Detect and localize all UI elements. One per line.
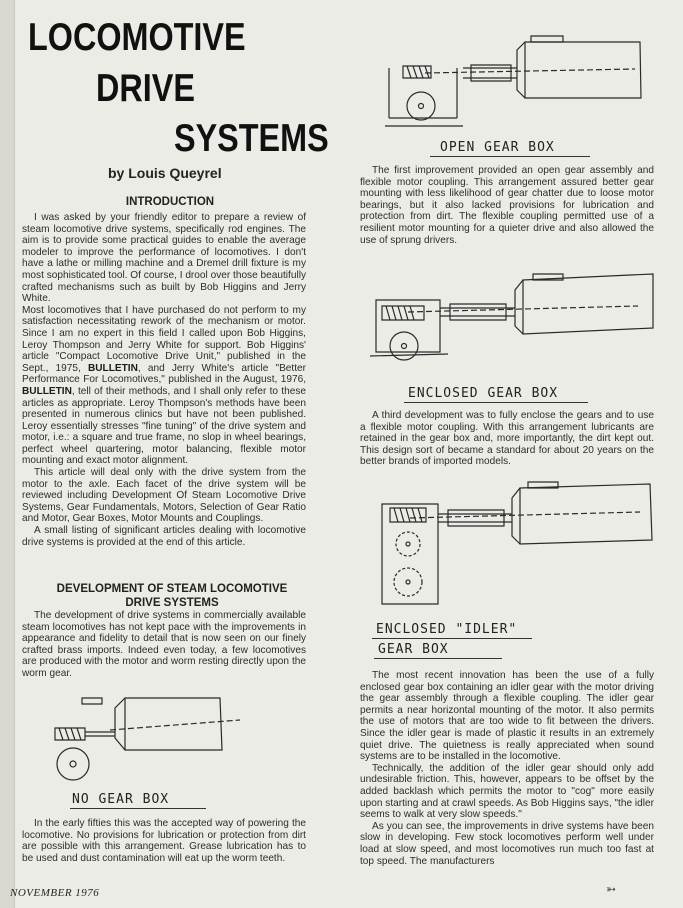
open-gear-box-paragraph: The first improvement provided an open gear assembly and flexible motor coupling. This arrangement assured better gear mounting with less likelihood of gear chatter due to loose motor bearings, but it also lacked provisions for lubrication and protection from dirt. The flexible coupling permitted use of a resilient motor mounting for a quieter drive and also allowed the use of sprung drivers.	[360, 165, 654, 246]
open-gear-box-caption: OPEN GEAR BOX	[440, 140, 555, 155]
intro-paragraph-2c: , tell of their methods, and I shall only refer to these articles as appropriate. Leroy Thompson's methods have been presented in numerous clinics but have not been published. Leroy essentially stresses "fine tuning" of the drive system and motor, i.e.: a square and true frame, no slop in wheel bearings, perfect wheel quartering, motor balancing, flexible motor mounting and exact motor alignment.	[22, 385, 306, 467]
intro-paragraph-3: This article will deal only with the drive system from the motor to the axle. Each facet of the drive system will be reviewed including Development Of Steam Locomotive Drive Systems, Gear Fundamentals, Motors, Selection of Gear Ratio and Motor, Gear Boxes, Motor Mounts and Couplings.	[22, 467, 306, 525]
development-heading-2: DRIVE SYSTEMS	[125, 597, 219, 609]
continue-arrow-icon: ➳	[606, 882, 617, 896]
enclosed-idler-caption-line-2: GEAR BOX	[378, 642, 449, 657]
open-gear-box-text	[360, 165, 654, 246]
intro-paragraph-2	[22, 305, 306, 467]
intro-paragraph-4: A small listing of significant articles dealing with locomotive drive systems is provided at the end of this article.	[22, 525, 306, 548]
enclosed-idler-underline-2	[374, 658, 502, 659]
open-gear-box-underline	[430, 156, 590, 157]
intro-text	[22, 212, 306, 548]
enclosed-gear-box-diagram	[368, 270, 658, 370]
development-text	[22, 610, 306, 680]
bulletin-reference-1: BULLETIN	[87, 362, 138, 374]
idler-paragraph-3: As you can see, the improvements in drive systems have been slow in developing. Few stock locomotives perform well under load at slow speed, and most locomotives run much too fast at top speed. The manufacturers	[360, 820, 654, 867]
development-paragraph-2: In the early fifties this was the accepted way of powering the locomotive. No provisions for lubrication or protection from dirt are possible with this arrangement. Grease lubrication has to be used and dust contamination will eat up the worm teeth.	[22, 818, 306, 864]
early-fifties-text	[22, 818, 306, 864]
title-line-2: DRIVE	[96, 67, 195, 110]
development-heading-1: DEVELOPMENT OF STEAM LOCOMOTIVE	[56, 583, 288, 595]
intro-paragraph-2b: , and Jerry White's article "Better Performance For Locomotives," published in the August, 1976,	[22, 362, 306, 386]
no-gear-box-caption: NO GEAR BOX	[72, 792, 170, 807]
bulletin-reference-2: BULLETIN	[22, 385, 72, 397]
enclosed-gear-box-text	[360, 410, 654, 468]
enclosed-idler-caption-line-1: ENCLOSED "IDLER"	[376, 622, 518, 637]
title-line-3: SYSTEMS	[174, 117, 329, 160]
open-gear-box-diagram	[385, 36, 645, 136]
no-gear-box-diagram	[40, 690, 250, 790]
development-paragraph-1: The development of drive systems in commercially available steam locomotives has not kept pace with the improvements in appearance and fidelity to detail that is now seen on our finely crafted brass imports. Indeed even today, a few locomotives are produced with the motor and worm resting directly upon the worm gear.	[22, 610, 306, 679]
adjacent-page-edge	[0, 0, 15, 908]
intro-paragraph-2a: Most locomotives that I have purchased do not perform to my satisfaction necessitating rework of the mechanism or motor. Since I am no expert in this field I called upon Bob Higgins, Leroy Thompson and Jerry White for support. Bob Higgins' article "Compact Locomotive Drive Unit," published in the Sept., 1975,	[22, 304, 306, 374]
intro-heading: INTRODUCTION	[125, 196, 215, 208]
enclosed-gear-box-underline	[404, 402, 588, 403]
enclosed-gear-box-paragraph: A third development was to fully enclose the gears and to use a flexible motor coupling. With this arrangement lubricants are retained in the gear box and, more importantly, the dirt kept out. This design sort of became a standard for about 20 years on the better brands of imported models.	[360, 410, 654, 468]
intro-paragraph-1: I was asked by your friendly editor to prepare a review of steam locomotive drive systems, specifically rod engines. The aim is to provide some practical guides to enable the average modeler to improve the performance of locomotives. I don't have a lathe or milling machine and a Dremel drill fixture is my most sophisticated tool. Of course, I drool over those beautifully crafted mechanisms such as built by Bob Higgins and Jerry White.	[22, 212, 306, 305]
enclosed-gear-box-caption: ENCLOSED GEAR BOX	[408, 386, 559, 401]
issue-date-footer: NOVEMBER 1976	[10, 887, 100, 899]
byline: by Louis Queyrel	[108, 165, 222, 181]
idler-gear-box-text	[360, 670, 654, 867]
title-line-1: LOCOMOTIVE	[28, 16, 246, 59]
enclosed-idler-underline	[372, 638, 532, 639]
enclosed-idler-gear-box-diagram	[370, 478, 660, 618]
idler-paragraph-2: Technically, the addition of the idler gear should only add undesirable friction. This, however, appears to be offset by the added backlash which permits the motor to "cog" more easily upon starting and at crawl speeds. As Bob Higgins says, "the idler seems to walk at very slow speeds."	[360, 762, 654, 821]
idler-paragraph-1: The most recent innovation has been the use of a fully enclosed gear box containing an idler gear with the motor driving the gear assembly through a flexible coupling. The idler gear permits a near horizontal mounting of the motor. It also permits the use of motors that are too wide to fit between the drivers. Since the idler gear is made of plastic it results in an extremely quiet drive. The quietness is really appreciated when sound systems are to be installed in the locomotive.	[360, 670, 654, 763]
no-gear-box-underline	[70, 808, 206, 809]
